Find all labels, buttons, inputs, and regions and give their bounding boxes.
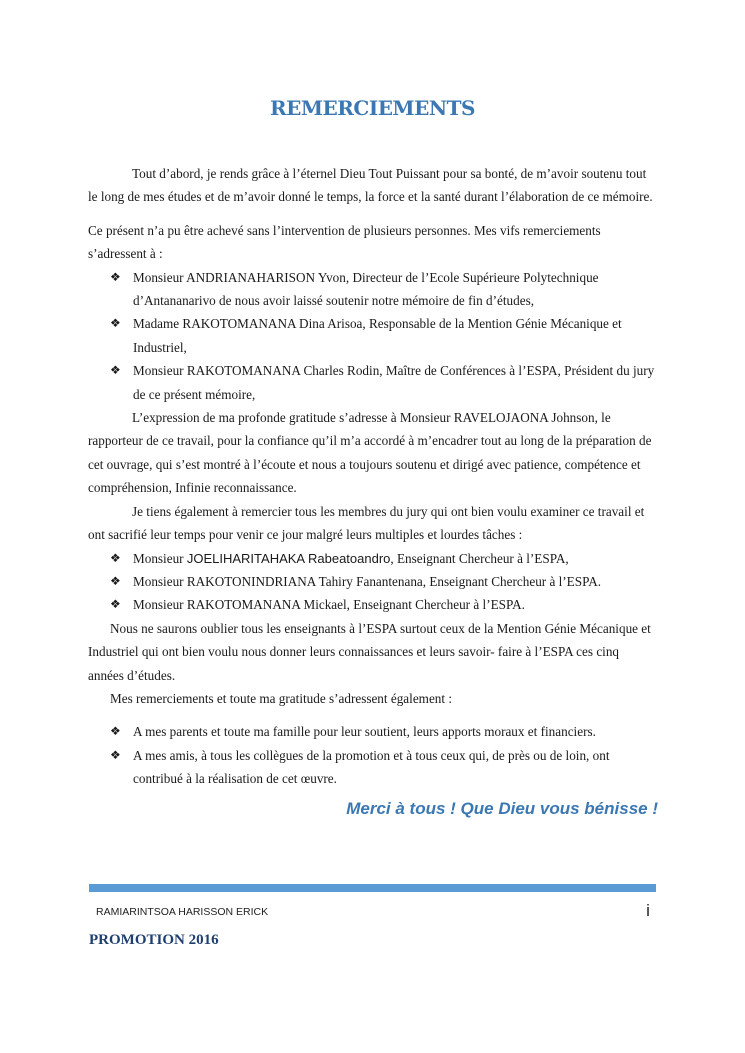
intro-paragraph: Tout d’abord, je rends grâce à l’éternel Dieu Tout Puissant pour sa bonté, de m’avoir soutenu tout le long de mes études et de m’avoir donné le temps, la force et la santé durant l’élaboration de ce mémoire. bbox=[88, 166, 653, 205]
list-item: ❖ Monsieur ANDRIANAHARISON Yvon, Directeur de l’Ecole Supérieure Polytechnique d’Antananarivo de nous avoir laissé soutenir notre mémoire de fin d’études, bbox=[88, 266, 658, 313]
diamond-bullet-icon: ❖ bbox=[110, 573, 121, 588]
diamond-bullet-icon: ❖ bbox=[110, 316, 121, 331]
list-item: ❖ A mes parents et toute ma famille pour leur soutient, leurs apports moraux et financiers. bbox=[88, 720, 658, 743]
rapporteur-paragraph: L’expression de ma profonde gratitude s’adresse à Monsieur RAVELOJAONA Johnson, le rapporteur de ce travail, pour la confiance qu’il m’a accordé à m’encadrer tout au long de la préparation de cet ouvrage, qui s’est montré à l’écoute et nous a toujours soutenu et dirigé avec patience, compétence et compréhension, Infinie reconnaissance. bbox=[88, 410, 652, 496]
list-item: ❖ Monsieur RAKOTOMANANA Mickael, Enseignant Chercheur à l’ESPA. bbox=[88, 593, 658, 616]
page-number: i bbox=[646, 901, 650, 920]
diamond-bullet-icon: ❖ bbox=[110, 550, 121, 565]
diamond-bullet-icon: ❖ bbox=[110, 269, 121, 284]
diamond-bullet-icon: ❖ bbox=[110, 597, 121, 612]
diamond-bullet-icon: ❖ bbox=[110, 363, 121, 378]
officials-list bbox=[88, 266, 658, 406]
footer-promotion: PROMOTION 2016 bbox=[89, 932, 219, 948]
present-paragraph: Ce présent n’a pu être achevé sans l’intervention de plusieurs personnes. Mes vifs remerciements s’adressent à : bbox=[88, 222, 601, 262]
diamond-bullet-icon: ❖ bbox=[110, 747, 121, 762]
footer-divider bbox=[89, 884, 656, 892]
jury-paragraph: Je tiens également à remercier tous les membres du jury qui ont bien voulu examiner ce travail et ont sacrifié leur temps pour venir ce jour malgré leurs multiples et lourdes tâches : bbox=[88, 503, 645, 543]
diamond-bullet-icon: ❖ bbox=[110, 724, 121, 739]
list-item: ❖ Monsieur RAKOTOMANANA Charles Rodin, Maître de Conférences à l’ESPA, Président du jury de ce présent mémoire, bbox=[88, 359, 658, 406]
footer-author: RAMIARINTSOA HARISSON ERICK bbox=[96, 906, 269, 918]
closing-blessing: Merci à tous ! Que Dieu vous bénisse ! bbox=[346, 798, 658, 818]
list-item: ❖ A mes amis, à tous les collègues de la promotion et à tous ceux qui, de près ou de loin, ont contribué à la réalisation de cet œuvre. bbox=[88, 744, 658, 791]
list-item: ❖ Monsieur JOELIHARITAHAKA Rabeatoandro, Enseignant Chercheur à l’ESPA, bbox=[88, 547, 658, 570]
gratitude-paragraph: Mes remerciements et toute ma gratitude s’adressent également : bbox=[110, 690, 453, 706]
teachers-paragraph: Nous ne saurons oublier tous les enseignants à l’ESPA surtout ceux de la Mention Génie Mécanique et Industriel qui ont bien voulu nous donner leurs connaissances et leurs savoir- faire à l’ESPA ces cinq années d’études. bbox=[88, 620, 651, 683]
list-item: ❖ Monsieur RAKOTONINDRIANA Tahiry Fanantenana, Enseignant Chercheur à l’ESPA. bbox=[88, 570, 658, 593]
body-content bbox=[88, 162, 658, 820]
jury-list bbox=[88, 547, 658, 617]
list-item: ❖ Madame RAKOTOMANANA Dina Arisoa, Responsable de la Mention Génie Mécanique et Industriel, bbox=[88, 312, 658, 359]
family-list bbox=[88, 720, 658, 790]
page-title: REMERCIEMENTS bbox=[270, 96, 475, 120]
